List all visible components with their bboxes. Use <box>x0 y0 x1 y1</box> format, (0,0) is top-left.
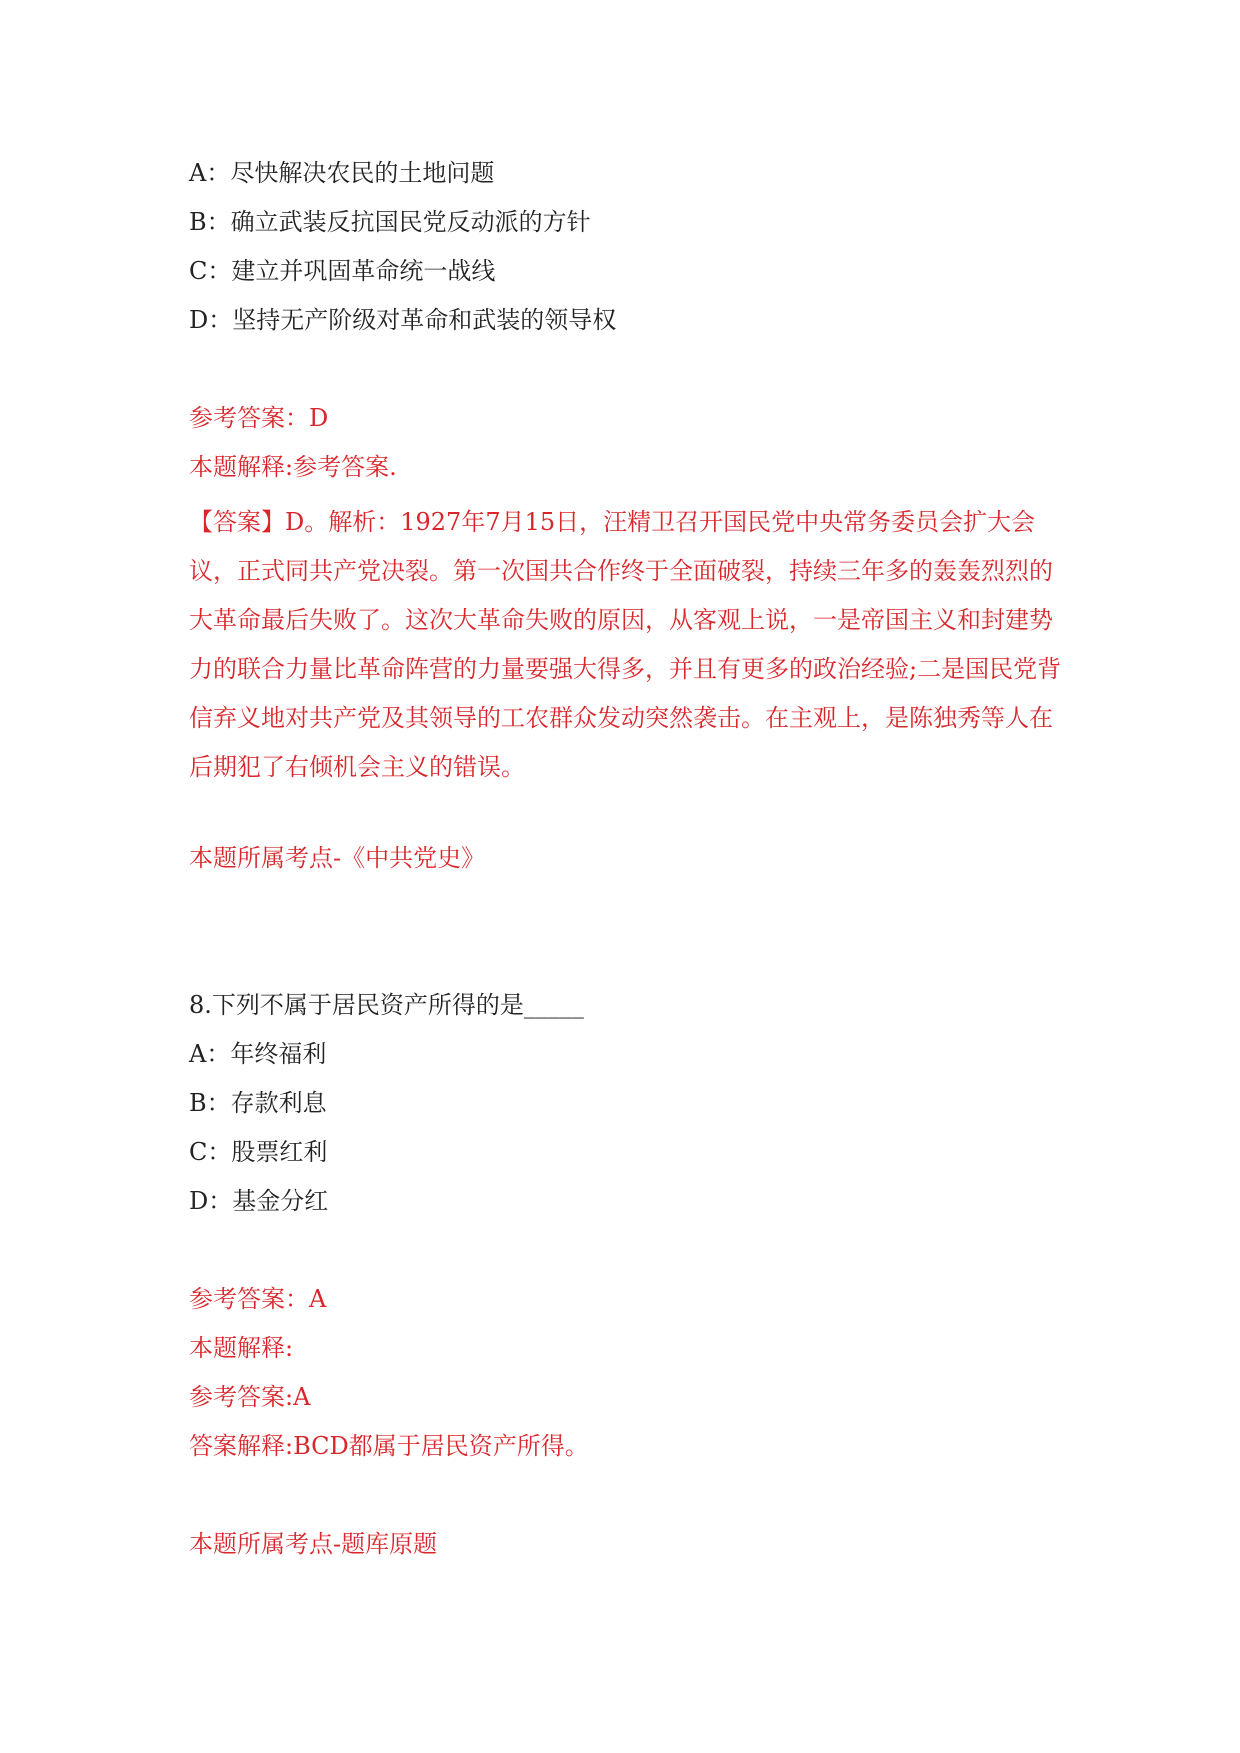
q7-option-b: B：确立武装反抗国民党反动派的方针 <box>189 208 591 236</box>
q8-option-d: D：基金分红 <box>189 1187 329 1215</box>
q8-ref-answer: 参考答案:A <box>189 1383 311 1411</box>
q7-option-d: D：坚持无产阶级对革命和武装的领导权 <box>189 306 617 334</box>
q8-topic: 本题所属考点-题库原题 <box>189 1530 438 1558</box>
q8-answer: 参考答案：A <box>189 1285 327 1313</box>
q8-option-a: A：年终福利 <box>189 1040 327 1068</box>
q7-option-c: C：建立并巩固革命统一战线 <box>189 257 496 285</box>
q8-option-b: B：存款利息 <box>189 1089 327 1117</box>
q7-option-a: A：尽快解决农民的土地问题 <box>189 159 495 187</box>
q8-explanation-body: 答案解释:BCD都属于居民资产所得。 <box>189 1432 589 1460</box>
q8-option-c: C：股票红利 <box>189 1138 328 1166</box>
q8-question: 8.下列不属于居民资产所得的是_____ <box>189 991 584 1019</box>
q7-explanation-body: 【答案】D。解析：1927年7月15日，汪精卫召开国民党中央常务委员会扩大会议，正式同共产党决裂。第一次国共合作终于全面破裂，持续三年多的轰轰烈烈的大革命最后失败了。这次大革命失败的原因，从客观上说，一是帝国主义和封建势力的联合力量比革命阵营的力量要强大得多，并且有更多的政治经验;二是国民党背信弃义地对共产党及其领导的工农群众发动突然袭击。在主观上，是陈独秀等人在后期犯了右倾机会主义的错误。 <box>189 508 1062 781</box>
q8-explanation-heading: 本题解释: <box>189 1334 294 1362</box>
q7-topic: 本题所属考点-《中共党史》 <box>189 844 486 872</box>
q7-answer: 参考答案：D <box>189 404 329 432</box>
q7-explanation-heading: 本题解释:参考答案. <box>189 453 397 481</box>
